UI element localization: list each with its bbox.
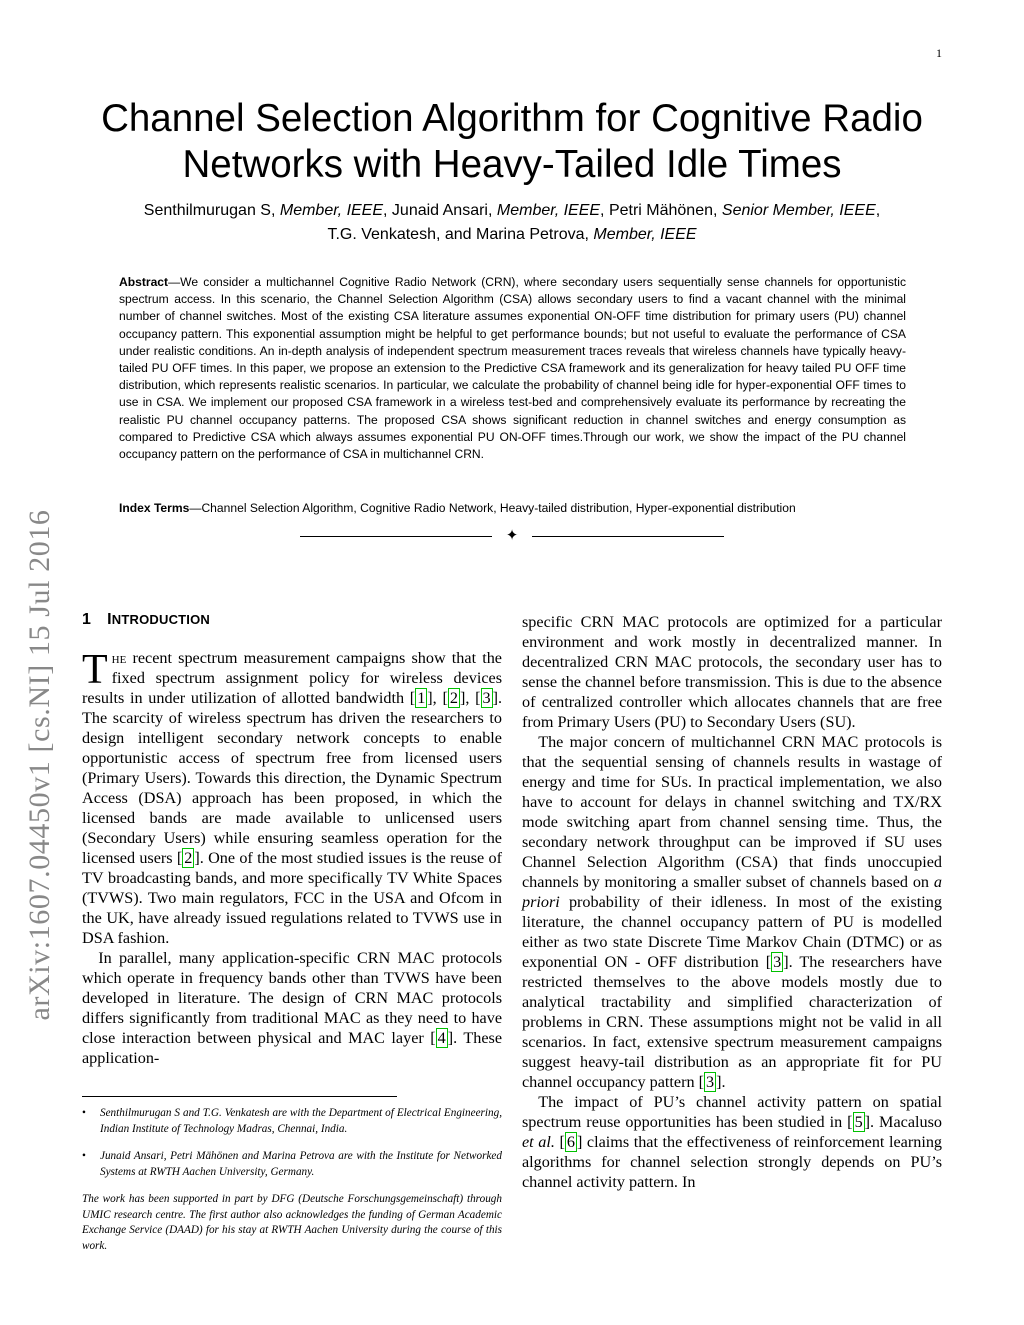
paragraph-text: . The scarcity of wireless spectrum has driven the researchers to design intelligent secondary network concepts to enable opportunistic access of spectrum free from licensed users (Primary Users). Towards this direction, the Dynamic Spectrum Access (DSA) approach has been proposed, in which the licensed bands are made available to unlicensed users (Secondary Users) while ensuring seamless operation for the licensed users — [82, 689, 503, 867]
author-name: T.G. Venkatesh, and Marina Petrova, — [327, 226, 589, 243]
right-paragraph-3: The impact of PU’s channel activity pattern on spatial spectrum reuse opportunities has been studied in [ 5 ]. Macaluso et al. [ 6 ] claims that the effectiveness of reinforcement learning algorithms for channel selection strongly depends on PU’s channel activity pattern. In — [522, 1093, 943, 1191]
abstract-label: Abstract — [119, 275, 169, 289]
footnote-rule — [82, 1096, 397, 1097]
author-list — [60, 199, 964, 247]
index-terms-text: —Channel Selection Algorithm, Cognitive Radio Network, Heavy-tailed distribution, Hyper-exponential distribution — [189, 501, 796, 515]
author-role: Member, IEEE — [496, 202, 601, 219]
footnote-funding: The work has been supported in part by DFG (Deutsche Forschungsgemeinschaft) through UMIC research centre. The first author also acknowledges the funding of German Academic Exchange Service (DAAD) for his stay at RWTH Aachen University during the course of this work. — [82, 1193, 502, 1252]
drop-cap: T — [82, 647, 108, 693]
bullet-icon: • — [82, 1150, 86, 1162]
citation-separator: , — [465, 689, 476, 707]
citation-link[interactable]: 3 — [706, 1073, 715, 1091]
page-number: 1 — [936, 46, 942, 60]
citation-link[interactable]: 5 — [854, 1113, 863, 1131]
citation-link[interactable]: 3 — [773, 953, 782, 971]
author-role: Member, IEEE — [593, 226, 697, 243]
index-terms-label: Index Terms — [119, 501, 190, 515]
paragraph-text: . These application- — [82, 1029, 502, 1067]
left-column — [82, 610, 502, 1068]
index-terms — [119, 500, 906, 517]
section-title-rest: NTRODUCTION — [111, 612, 211, 627]
abstract — [119, 274, 906, 463]
intro-paragraph-1: The recent spectrum measurement campaigns show that the fixed spectrum assignment policy for wireless devices results in under utilization of allotted bandwidth [ 1 ], [ 2 ], [ 3 ]. The scarcity of wireless spectrum has driven the researchers to design intelligent secondary network concepts to enable opportunistic access of spectrum free from licensed users (Primary Users). Towards this direction, the Dynamic Spectrum Access (DSA) approach has been proposed, in which the licensed bands are made available to unlicensed users (Secondary Users) while ensuring seamless operation for the licensed users [ 2 ]. One of the most studied issues is the reuse of TV broadcasting bands, and more specifically TV White Spaces (TVWS). Two main regulators, FCC in the USA and Ofcom in the UK, have already issued regulations related to TVWS use in DSA fashion. — [82, 647, 503, 947]
arxiv-identifier-stamp: arXiv:1607.04450v1 [cs.NI] 15 Jul 2016 — [23, 509, 56, 1021]
citation-link[interactable]: 2 — [449, 689, 458, 707]
author-line-1: Senthilmurugan S, Member, IEEE, Junaid Ansari, Member, IEEE, Petri Mähönen, Senior Member, IEEE, — [143, 202, 881, 219]
paragraph-text: recent spectrum measurement campaigns show that the fixed spectrum assignment policy for wireless devices results in under utilization of allotted bandwidth — [82, 649, 502, 707]
right-paragraph-1: specific CRN MAC protocols are optimized for a particular environment and work mostly in decentralized manner. In decentralized CRN MAC protocols, the secondary user has to sense the channel before transmission. This is due to the absence of centralized controller which allocates channels that are free from Primary Users (PU) to Secondary Users (SU). — [522, 613, 942, 731]
italic-phrase: a priori — [522, 873, 942, 911]
citation-link[interactable]: 2 — [184, 849, 193, 867]
title-line-2: Networks with Heavy-Tailed Idle Times — [182, 143, 842, 186]
right-column — [522, 612, 942, 1192]
paragraph-text: . Macaluso — [870, 1113, 942, 1131]
author-name: Petri Mähönen, — [608, 202, 718, 219]
footnote-text: Junaid Ansari, Petri Mähönen and Marina Petrova are with the Institute for Networked Systems at RWTH Aachen University, Germany. — [100, 1150, 502, 1178]
divider-diamond-icon: ✦ — [505, 528, 519, 544]
divider-rule-left — [300, 536, 492, 537]
title-line-1: Channel Selection Algorithm for Cognitive Radio — [101, 97, 923, 140]
paragraph-text: In parallel, many application-specific CRN MAC protocols which operate in frequency bands other than TVWS have been developed in literature. The design of CRN MAC protocols differs significantly from traditional MAC as they need to have close interaction between physical and MAC layer — [82, 949, 502, 1047]
right-paragraph-2: The major concern of multichannel CRN MAC protocols is that the sequential sensing of channels results in wastage of energy and time for SUs. In practical implementation, we also have to account for delays in channel switching and TX/RX mode switching apart from channel sensing time. Thus, the secondary network throughput can be improved if SU uses Channel Selection Algorithm (CSA) that finds unoccupied channels by monitoring a smaller subset of channels based on a priori probability of their idleness. In most of the existing literature, the channel occupancy pattern of PU is modelled either as two state Discrete Time Markov Chain (DTMC) or as exponential ON - OFF distribution [ 3 ]. The researchers have restricted themselves to the above models mostly due to analytical tractability and simplified characterization of problems in CRN. These assumptions might not be valid in all scenarios. In fact, extensive spectrum measurement campaigns suggest heavy-tail distribution as an appropriate fit for PU channel occupancy pattern [ 3 ]. — [522, 733, 942, 1091]
paragraph-text: claims that the effectiveness of reinforcement learning algorithms for channel selection strongly depends on PU’s channel activity pattern. In — [522, 1133, 943, 1191]
footnote-affiliation-2 — [82, 1149, 502, 1180]
paragraph-text: . The researchers have restricted themselves to the above models mostly due to analytical tractability and simplified characterization of problems in CRN. These assumptions might not be valid in all scenarios. In fact, extensive spectrum measurement campaigns suggest heavy-tail distribution as an appropriate fit for PU channel occupancy pattern — [522, 953, 942, 1091]
section-number: 1 — [82, 611, 92, 628]
intro-paragraph-2: In parallel, many application-specific CRN MAC protocols which operate in frequency bands other than TVWS have been developed in literature. The design of CRN MAC protocols differs significantly from traditional MAC as they need to have close interaction between physical and MAC layer [ 4 ]. These application- — [82, 949, 502, 1067]
citation-link[interactable]: 4 — [437, 1029, 446, 1047]
footnote-affiliation-1 — [82, 1106, 502, 1137]
paragraph-text — [555, 1133, 560, 1151]
paragraph-text: The impact of PU’s channel activity pattern on spatial spectrum reuse opportunities has been studied in — [522, 1093, 942, 1131]
abstract-text: —We consider a multichannel Cognitive Radio Network (CRN), where secondary users sequentially sense channels for opportunistic spectrum access. In this scenario, the Channel Selection Algorithm (CSA) allows secondary users to find a vacant channel with the minimal number of channel switches. Most of the existing CSA literature assumes exponential ON-OFF time distribution for primary users (PU) channel occupancy pattern. This exponential assumption might be helpful to get performance bounds; but not useful to evaluate the performance of CSA under realistic conditions. An in-depth analysis of independent spectrum measurement traces reveals that wireless channels have typically heavy-tailed PU OFF times. In this paper, we propose an extension to the Predictive CSA framework and its generalization for heavy tailed PU OFF time distribution, which represents realistic scenarios. In particular, we calculate the probability of channel being idle for hyper-exponential OFF times to use in CSA. We implement our proposed CSA framework in a wireless test-bed and comprehensively evaluate its performance by recreating the realistic PU channel occupancy patterns. The proposed CSA shows significant reduction in channel switches and energy consumption as compared to Predictive CSA which always assumes exponential PU ON-OFF times.Through our work, we show the impact of the PU channel occupancy pattern on the performance of CSA in multichannel CRN. — [119, 275, 906, 462]
citation-link[interactable]: 3 — [482, 689, 491, 707]
section-divider — [300, 527, 724, 545]
author-name: Senthilmurugan S, — [143, 202, 276, 219]
footnotes — [82, 1106, 502, 1254]
citation-link[interactable]: 6 — [566, 1133, 575, 1151]
paper-title — [60, 96, 964, 188]
divider-rule-right — [532, 536, 724, 537]
paragraph-text: probability of their idleness. In most of the existing literature, the channel occupancy pattern of PU is modelled either as two state Discrete Time Markov Chain (DTMC) or as exponential ON - OFF distribution — [522, 893, 942, 971]
author-role: Senior Member, IEEE — [721, 202, 876, 219]
section-heading — [82, 610, 502, 630]
section-title-initial: I — [107, 611, 112, 628]
bullet-icon: • — [82, 1107, 86, 1119]
italic-phrase: et al. — [522, 1133, 555, 1151]
footnote-text: Senthilmurugan S and T.G. Venkatesh are with the Department of Electrical Engineering, Indian Institute of Technology Madras, Chennai, India. — [100, 1107, 502, 1135]
citation-separator: , — [432, 689, 443, 707]
paragraph-text: . One of the most studied issues is the reuse of TV broadcasting bands, and more specifically TV White Spaces (TVWS). Two main regulators, FCC in the USA and Ofcom in the UK, have already issued regulations related to TVWS use in DSA fashion. — [82, 849, 502, 947]
paragraph-text: . — [721, 1073, 726, 1091]
author-line-2 — [60, 223, 964, 247]
paragraph-text: The major concern of multichannel CRN MAC protocols is that the sequential sensing of channels results in wastage of energy and time for SUs. In practical implementation, we also have to account for delays in channel switching and TX/RX mode switching apart from channel sensing time. Thus, the secondary network throughput can be improved if SU uses Channel Selection Algorithm (CSA) that finds unoccupied channels by monitoring a smaller subset of channels based on — [522, 733, 942, 891]
author-name: Junaid Ansari, — [391, 202, 493, 219]
citation-link[interactable]: 1 — [417, 689, 426, 707]
author-role: Member, IEEE — [279, 202, 384, 219]
smallcaps-lead: he — [111, 649, 127, 667]
